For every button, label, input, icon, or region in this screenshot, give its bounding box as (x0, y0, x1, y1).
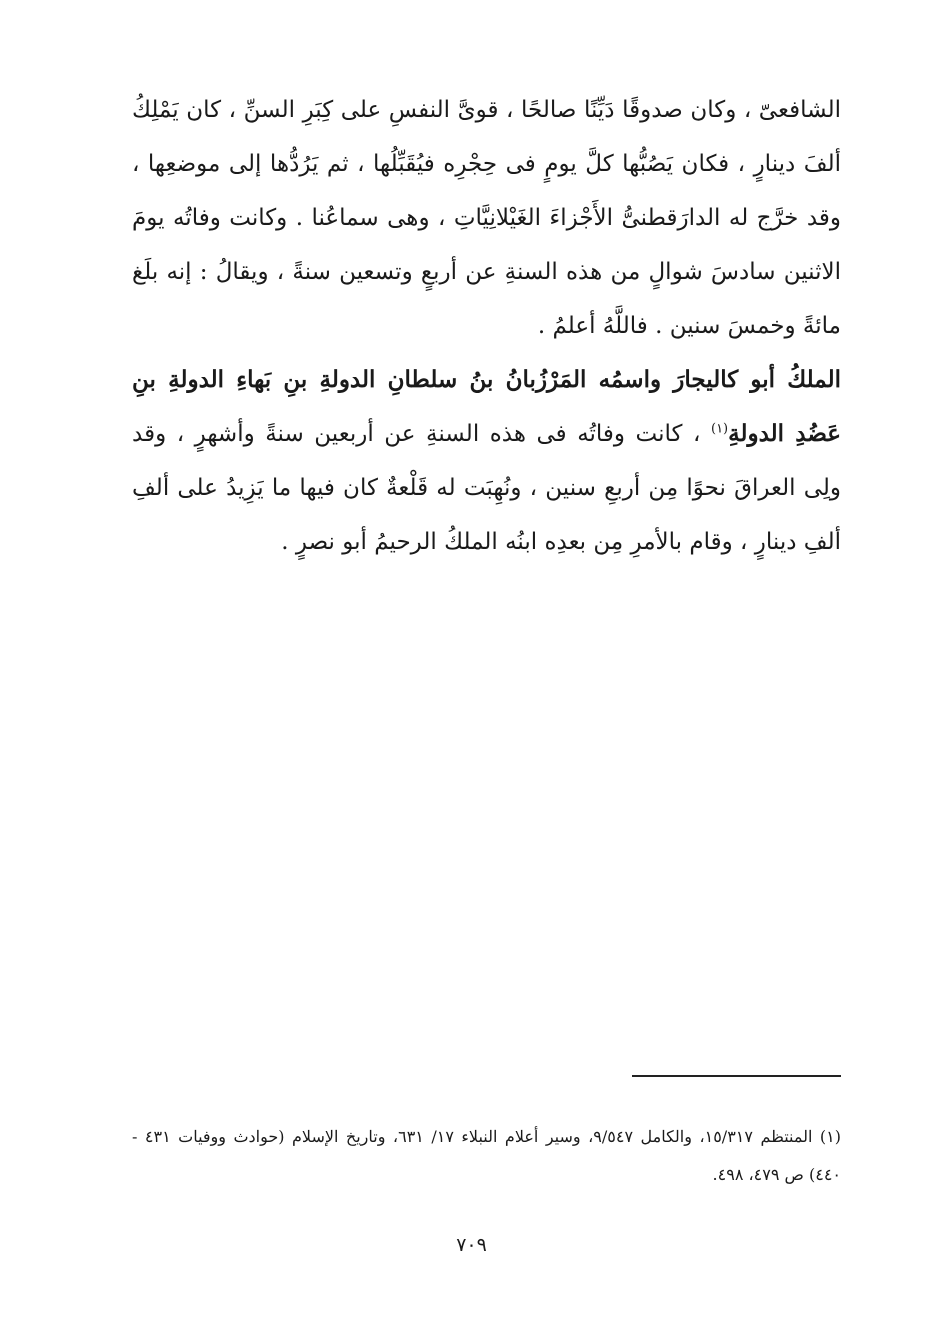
footnote-reference[interactable]: (١) (710, 421, 729, 437)
page-number: ٧٠٩ (456, 1234, 487, 1256)
footnote-divider (632, 1075, 841, 1077)
paragraph-text: ، كانت وفاتُه فى هذه السنةِ عن أربعين سنةً وأشهرٍ ، وقد ولِى العراقَ نحوًا مِن أربعِ سنين ، ونُهِبَت له قَلْعةٌ كان فيها ما يَزِيدُ على ألفِ ألفِ دينارٍ ، وقام بالأمرِ مِن بعدِه ابنُه الملكُ الرحيمُ أبو نصرٍ . (132, 421, 841, 555)
entry-heading: الملكُ أبو كاليجارَ واسمُه المَرْزُبانُ بنُ سلطانِ الدولةِ بنِ بَهاءِ الدولةِ بنِ عَضُدِ الدولةِ (132, 366, 842, 447)
footnote-text: (١) المنتظم ١٥/٣١٧، والكامل ٩/٥٤٧، وسير أعلام النبلاء ١٧/ ٦٣١، وتاريخ الإسلام (حوادث ووفيات ٤٣١ - ٤٤٠) ص ٤٧٩، ٤٩٨. (132, 1127, 842, 1184)
paragraph-biography-continuation (132, 83, 841, 353)
paragraph-text: الشافعىّ ، وكان صدوقًا دَيِّنًا صالحًا ، قوىَّ النفسِ على كِبَرِ السنِّ ، كان يَمْلِكُ ألفَ دينارٍ ، فكان يَصُبُّها كلَّ يومٍ فى حِجْرِه فيُقَبِّلُها ، ثم يَرُدُّها إلى موضعِها ، وقد خرَّج له الدارَقطنىُّ الأَجْزاءَ الغَيْلانِيَّاتِ ، وهى سماعُنا . وكانت وفاتُه يومَ الاثنين سادسَ شوالٍ من هذه السنةِ عن أربعٍ وتسعين سنةً ، ويقالُ : إنه بلَغ مائةً وخمسَ سنين . فاللَّهُ أعلمُ . (132, 97, 841, 339)
paragraph-abu-kalijar-entry (132, 353, 841, 569)
footnote (132, 1118, 841, 1194)
